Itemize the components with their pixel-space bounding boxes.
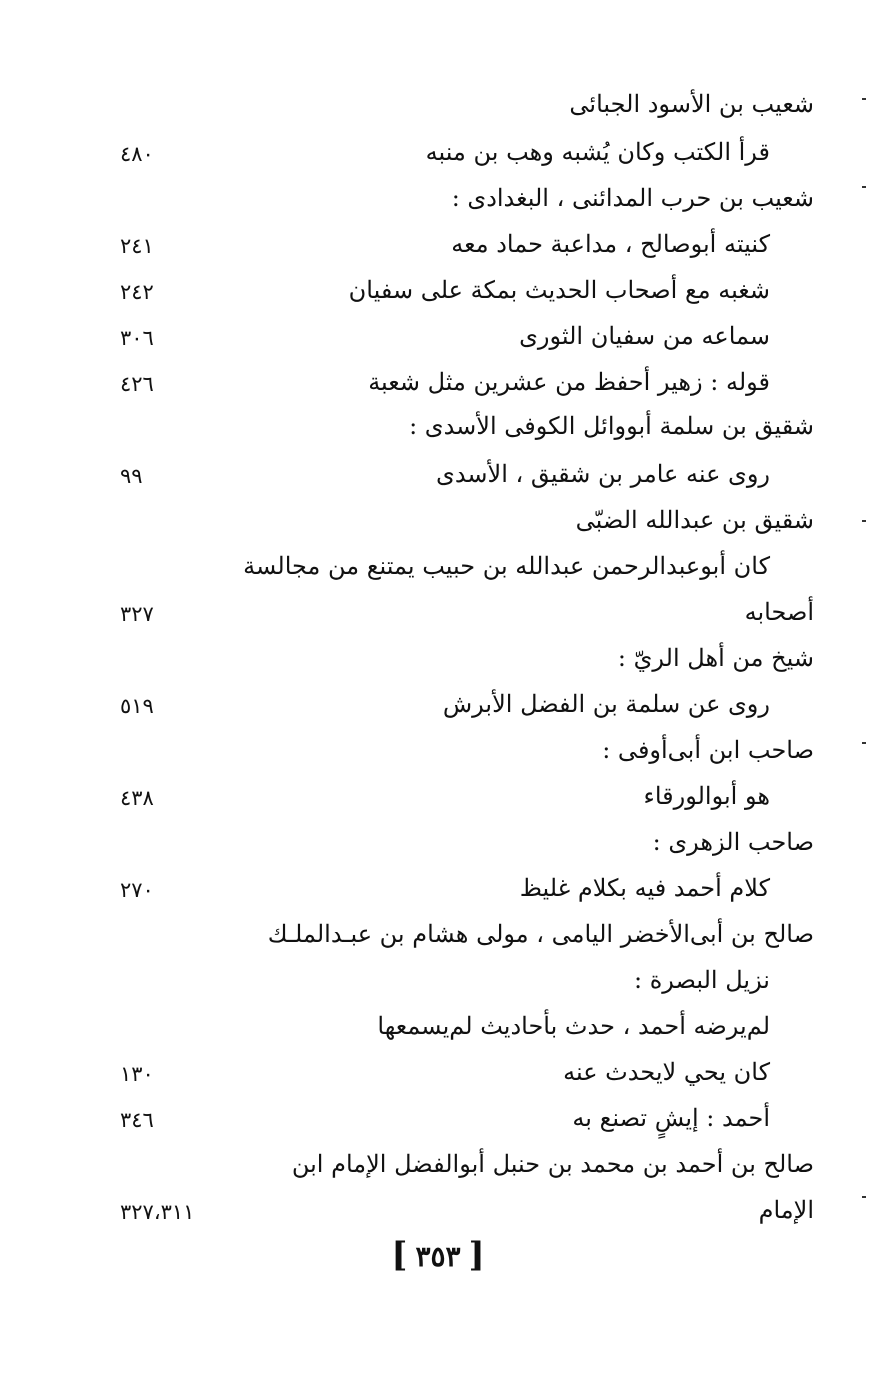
margin-speck: [862, 98, 866, 100]
index-subentry: كان يحي لايحدث عنه: [563, 1058, 770, 1086]
index-subentry: كلام أحمد فيه بكلام غليظ: [519, 874, 770, 902]
index-subentry: أحمد : إيشٍ تصنع به: [572, 1104, 770, 1132]
entry-page-ref: ٣٢٧: [120, 602, 154, 626]
margin-speck: [862, 1196, 866, 1198]
entry-page-ref: ٣٤٦: [120, 1108, 154, 1132]
margin-speck: [862, 520, 866, 522]
index-subentry: قرأ الكتب وكان يُشبه وهب بن منبه: [425, 138, 770, 166]
margin-speck: [862, 742, 866, 744]
index-entry: الإمام: [758, 1196, 814, 1224]
index-subentry: لم‌يرضه أحمد ، حدث بأحاديث لم‌يسمعها: [377, 1012, 770, 1040]
index-entry: شعيب بن حرب المدائنى ، البغدادى :: [451, 184, 814, 212]
index-subentry: روى عنه عامر بن شقيق ، الأسدى: [436, 460, 770, 488]
index-subentry: روى عن سلمة بن الفضل الأبرش: [442, 690, 770, 718]
index-entry: صاحب ابن أبى‌أوفى :: [602, 736, 814, 764]
index-entry: أصحابه: [744, 598, 814, 626]
index-entry: شعيب بن الأسود الجبائى: [569, 90, 814, 118]
entry-page-ref: ١٣٠: [120, 1062, 154, 1086]
index-subentry: كنيته أبوصالح ، مداعبة حماد معه: [451, 230, 770, 258]
index-entry: صالح بن أبى‌الأخضر اليامى ، مولى هشام بن عبـدالملـك: [267, 920, 814, 948]
index-entry: شقيق بن عبدالله الضبّى: [575, 506, 814, 534]
entry-page-ref: ٤٨٠: [120, 142, 154, 166]
entry-page-ref: ٢٤٢: [120, 280, 154, 304]
entry-page-ref: ٣٢٧،٣١١: [120, 1200, 195, 1224]
index-subentry: سماعه من سفيان الثورى: [519, 322, 770, 350]
index-entry: صاحب الزهرى :: [652, 828, 814, 856]
entry-page-ref: ٢٤١: [120, 234, 154, 258]
index-subentry: كان أبوعبدالرحمن عبدالله بن حبيب يمتنع من مجالسة: [243, 552, 770, 580]
entry-page-ref: ٤٣٨: [120, 786, 154, 810]
page-number: [٣٥٣]: [391, 1235, 485, 1275]
index-subentry: هو أبوالورقاء: [643, 782, 770, 810]
entry-page-ref: ٣٠٦: [120, 326, 154, 350]
page-number-value: ٣٥٣: [415, 1240, 461, 1273]
margin-speck: [862, 186, 866, 188]
entry-page-ref: ٤٢٦: [120, 372, 154, 396]
entry-page-ref: ٥١٩: [120, 694, 154, 718]
entry-page-ref: ٢٧٠: [120, 878, 154, 902]
index-entry: شيخ من أهل الريّ :: [617, 644, 814, 672]
entry-page-ref: ٩٩: [120, 464, 143, 488]
index-subentry: شغبه مع أصحاب الحديث بمكة على سفيان: [348, 276, 770, 304]
index-entry: صالح بن أحمد بن محمد بن حنبل أبوالفضل الإمام ابن: [291, 1150, 814, 1178]
index-subentry: نزيل البصرة :: [634, 966, 770, 994]
index-entry: شقيق بن سلمة أبووائل الكوفى الأسدى :: [409, 412, 814, 440]
index-subentry: قوله : زهير أحفظ من عشرين مثل شعبة: [368, 368, 770, 396]
